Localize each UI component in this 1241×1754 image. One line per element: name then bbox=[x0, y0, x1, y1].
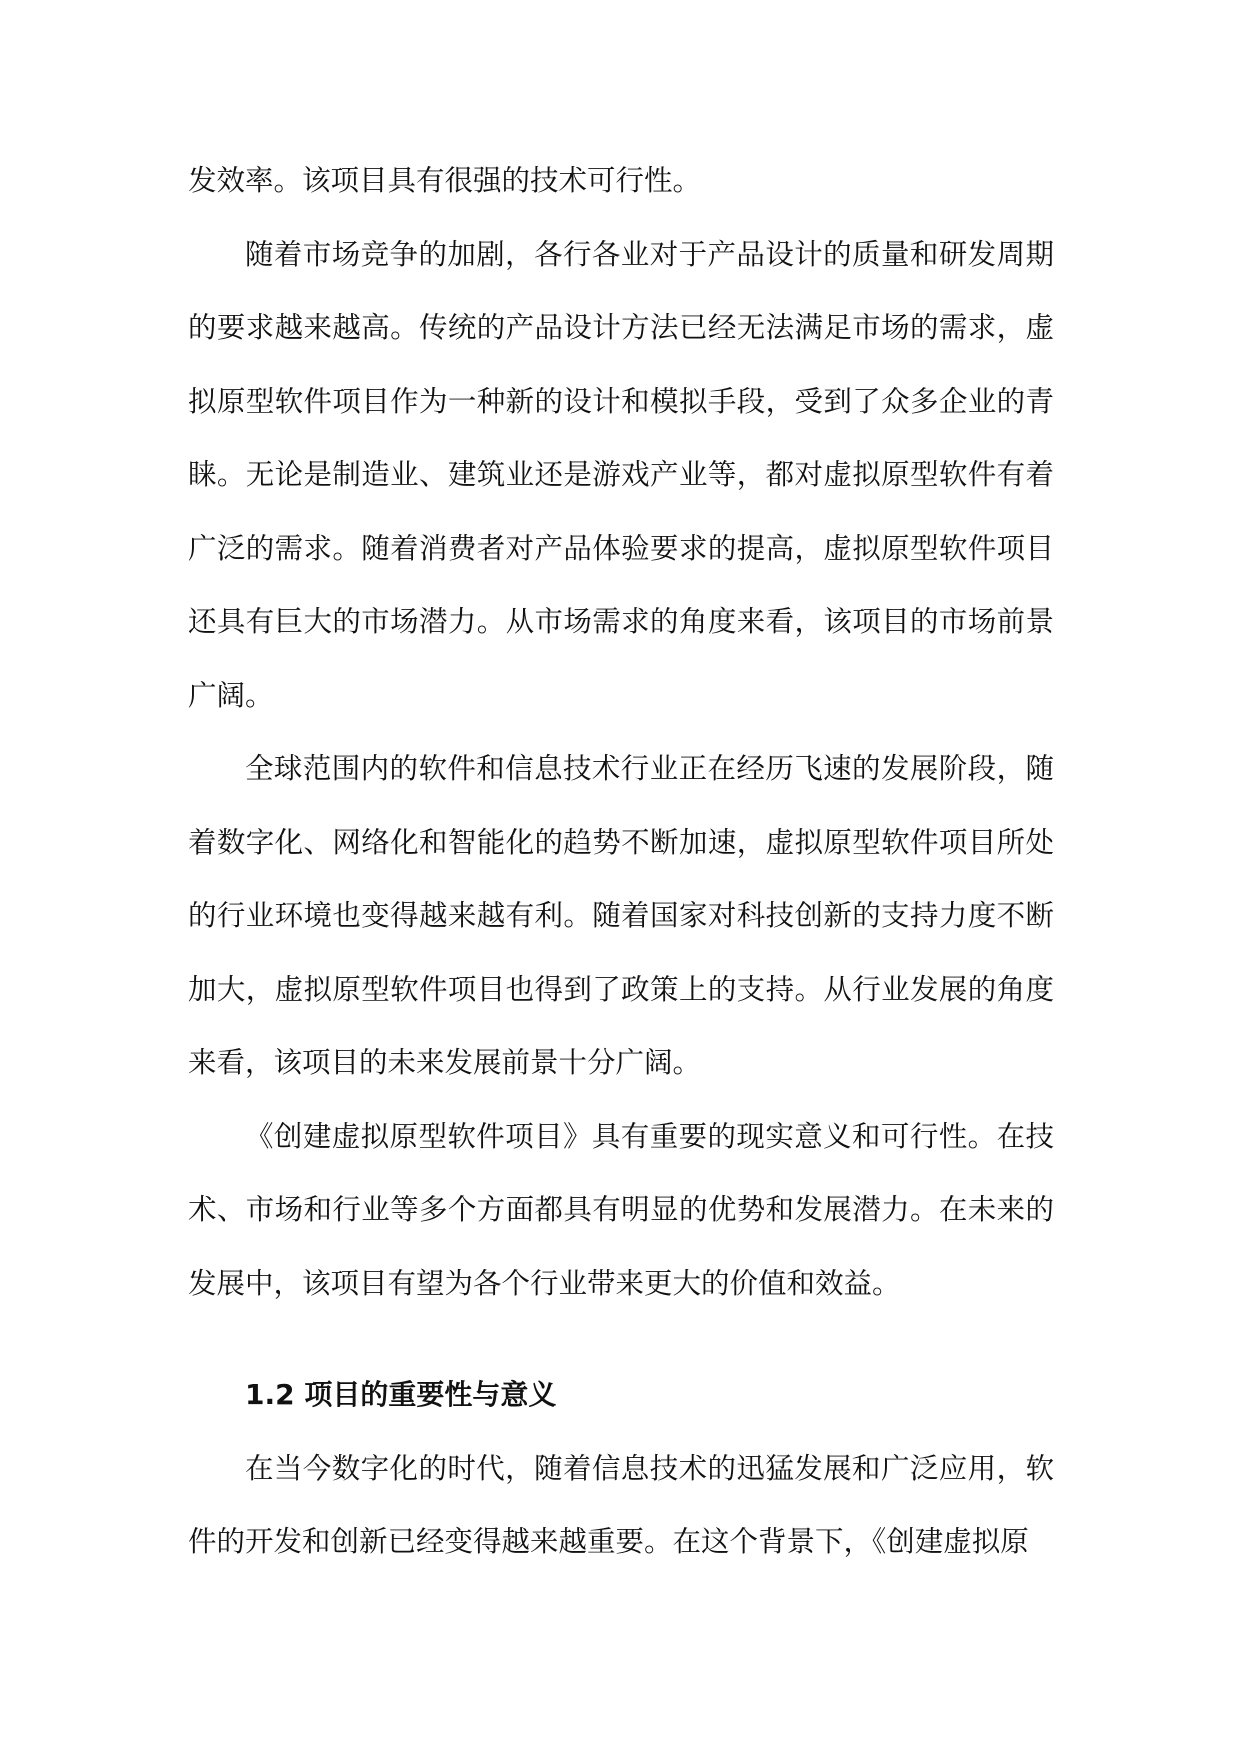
document-body bbox=[188, 144, 1054, 1579]
paragraph-importance: 在当今数字化的时代，随着信息技术的迅猛发展和广泛应用，软件的开发和创新已经变得越来越重要。在这个背景下，《创建虚拟原 bbox=[188, 1451, 1054, 1558]
paragraph-summary: 《创建虚拟原型软件项目》具有重要的现实意义和可行性。在技术、市场和行业等多个方面都具有明显的优势和发展潜力。在未来的发展中，该项目有望为各个行业带来更大的价值和效益。 bbox=[188, 1119, 1054, 1300]
section-heading: 1.2 项目的重要性与意义 bbox=[245, 1378, 557, 1411]
paragraph-market-demand: 随着市场竞争的加剧，各行各业对于产品设计的质量和研发周期的要求越来越高。传统的产品设计方法已经无法满足市场的需求，虚拟原型软件项目作为一种新的设计和模拟手段，受到了众多企业的青睐。无论是制造业、建筑业还是游戏产业等，都对虚拟原型软件有着广泛的需求。随着消费者对产品体验要求的提高，虚拟原型软件项目还具有巨大的市场潜力。从市场需求的角度来看，该项目的市场前景广阔。 bbox=[188, 237, 1054, 712]
paragraph-continuation: 发效率。该项目具有很强的技术可行性。 bbox=[188, 164, 702, 197]
paragraph-industry-environment: 全球范围内的软件和信息技术行业正在经历飞速的发展阶段，随着数字化、网络化和智能化的趋势不断加速，虚拟原型软件项目所处的行业环境也变得越来越有利。随着国家对科技创新的支持力度不断加大，虚拟原型软件项目也得到了政策上的支持。从行业发展的角度来看，该项目的未来发展前景十分广阔。 bbox=[188, 752, 1054, 1079]
